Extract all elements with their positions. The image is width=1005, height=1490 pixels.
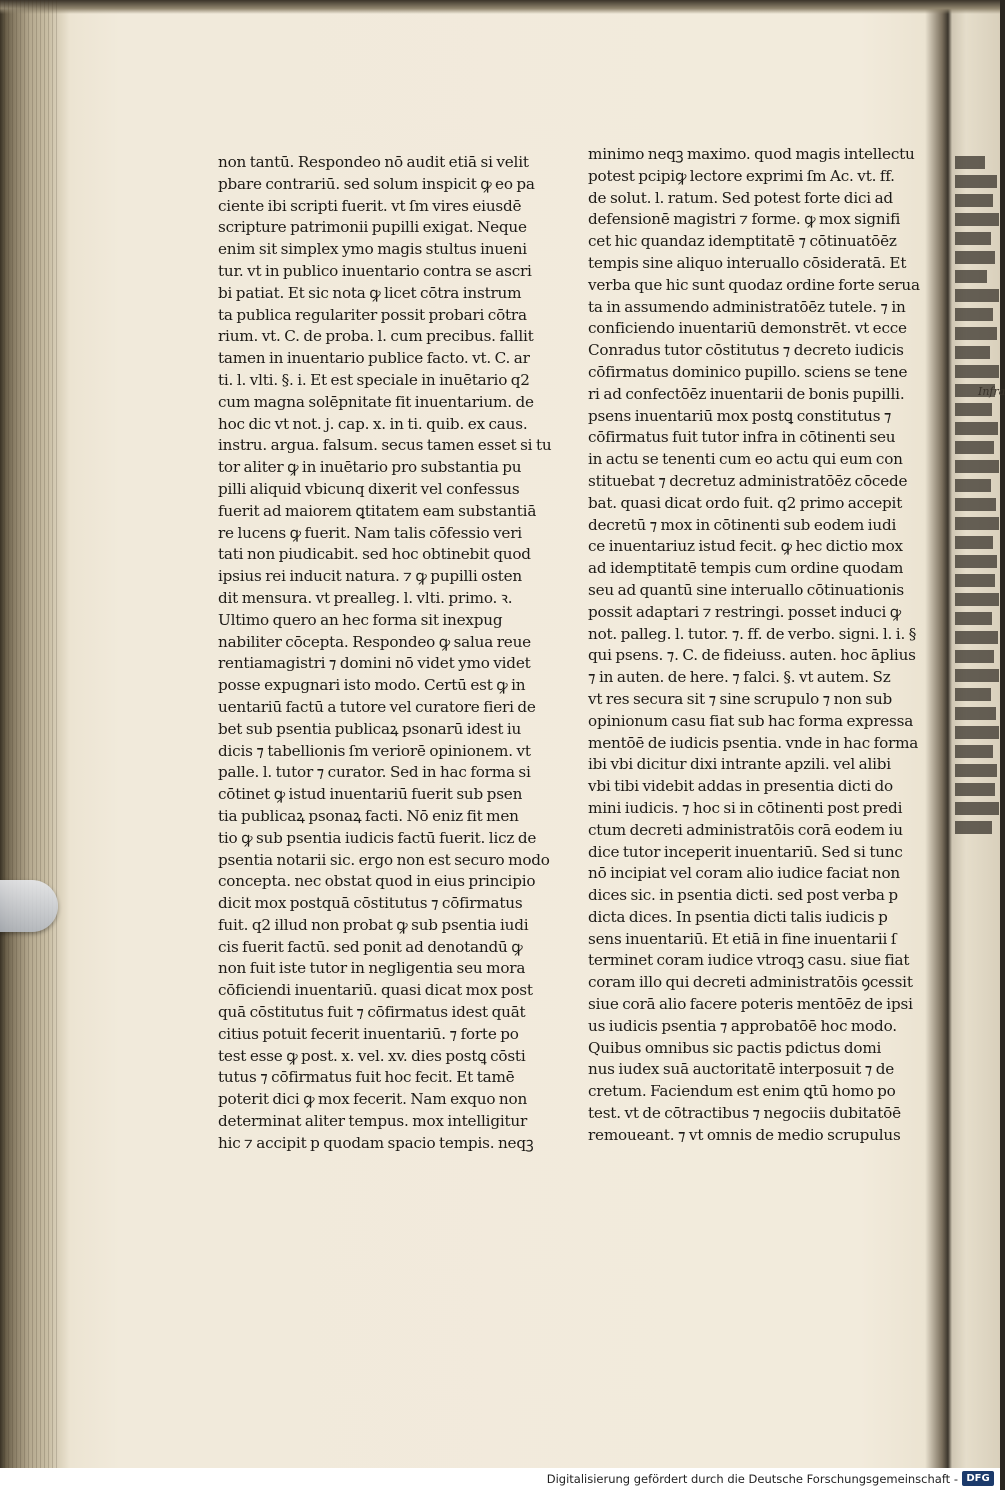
text-line: palle. l. tutor ⁊ curator. Sed in hac forma si xyxy=(218,763,531,782)
text-line: verba que hic sunt quodaz ordine forte serua xyxy=(588,275,920,294)
text-line: nō incipiat vel coram alio iudice faciat non xyxy=(588,864,900,883)
text-line: psentia notarii sic. ergo non est securo modo xyxy=(218,850,550,869)
text-line: dice tutor inceperit inuentariū. Sed si tunc xyxy=(588,842,903,861)
text-line: vbi tibi videbit addas in presentia dicti do xyxy=(588,777,893,796)
footer-bar xyxy=(0,1468,1000,1490)
text-line: hoc dic vt not. j. cap. x. in ti. quib. ex caus. xyxy=(218,414,528,433)
text-line: Conradus tutor cōstitutus ⁊ decreto iudicis xyxy=(588,341,904,360)
text-line: non tantū. Respondeo nō audit etiā si velit xyxy=(218,153,529,171)
text-line: cōfirmatus dominico pupillo. sciens se tene xyxy=(588,362,908,381)
text-line: mentōē de iudicis psentia. vnde in hac forma xyxy=(588,733,919,752)
text-line: fuerit ad maiorem ꝗtitatem eam substantiā xyxy=(218,501,537,520)
text-line: poterit dici ꝙ mox fecerit. Nam exquo non xyxy=(218,1090,528,1109)
text-line: ti. l. vlti. §. i. Et est speciale in inuētario q2 xyxy=(218,370,530,389)
text-line: de solut. l. ratum. Sed potest forte dici ad xyxy=(588,188,893,207)
text-line: ce inuentariuz istud fecit. ꝙ hec dictio mox xyxy=(588,537,903,556)
text-line: posse expugnari isto modo. Certū est ꝙ in xyxy=(218,676,526,695)
text-line: cōtinet ꝙ istud inuentariū fuerit sub psen xyxy=(218,785,523,804)
text-line: remoueant. ⁊ vt omnis de medio scrupulus xyxy=(588,1125,901,1144)
text-line: dices sic. in psentia dicti. sed post verba p xyxy=(588,886,898,905)
text-line: psens inuentariū mox postꝗ constitutus ⁊ xyxy=(588,406,892,425)
text-line: determinat aliter tempus. mox intelligitur xyxy=(218,1112,528,1131)
adjacent-page-edge xyxy=(955,150,1000,1200)
text-line: ibi vbi dicitur dixi intrante apzili. vel alibi xyxy=(588,755,891,774)
dfg-logo-icon: DFG xyxy=(962,1471,994,1486)
text-line: cōfirmatus fuit tutor infra in cōtinenti seu xyxy=(588,428,896,447)
text-line: coram illo qui decreti administratōis ꝯcessit xyxy=(588,973,913,992)
text-line: minimo neqꝫ maximo. quod magis intellectu xyxy=(588,145,915,163)
text-line: enim sit simplex ymo magis stultus inueni xyxy=(218,240,527,259)
text-line: rium. vt. C. de proba. l. cum precibus. fallit xyxy=(218,327,534,346)
text-line: potest pcipiꝙ lectore exprimi ſm Ac. vt. ff. xyxy=(588,166,895,185)
text-line: rentiamagistri ⁊ domini nō videt ymo videt xyxy=(218,654,531,673)
text-line: possit adaptari ⁊ restringi. posset induci ꝙ xyxy=(588,602,902,621)
margin-note: Infra xyxy=(978,385,1005,398)
text-line: stituebat ⁊ decretuz administratōēz cōcede xyxy=(588,471,908,490)
text-line: nus iudex suā auctoritatē interposuit ⁊ de xyxy=(588,1060,895,1079)
text-line: bat. quasi dicat ordo fuit. q2 primo accepit xyxy=(588,493,903,512)
text-line: decretū ⁊ mox in cōtinenti sub eodem iudi xyxy=(588,515,897,534)
footer-credit: Digitalisierung gefördert durch die Deutsche Forschungsgemeinschaft - xyxy=(546,1472,958,1486)
text-line: siue corā alio facere poteris mentōēz de ipsi xyxy=(588,995,913,1014)
text-line: vt res secura sit ⁊ sine scrupulo ⁊ non sub xyxy=(588,689,893,708)
text-line: mini iudicis. ⁊ hoc si in cōtinenti post predi xyxy=(588,798,903,817)
text-line: sens inuentariū. Et etiā in fine inuentarii ſ xyxy=(588,929,897,948)
text-line: tutus ⁊ cōfirmatus fuit hoc fecit. Et tamē xyxy=(218,1068,515,1087)
text-line: re lucens ꝙ fuerit. Nam talis cōfessio veri xyxy=(218,523,522,542)
page-edges xyxy=(0,0,60,1468)
text-line: ipsius rei inducit natura. ⁊ ꝙ pupilli osten xyxy=(218,567,522,586)
text-line: Ultimo quero an hec forma sit inexpug xyxy=(218,610,503,629)
text-line: ta in assumendo administratōēz tutele. ⁊ in xyxy=(588,297,906,316)
text-line: dicta dices. In psentia dicti talis iudicis p xyxy=(588,907,888,926)
text-line: concepta. nec obstat quod in eius principio xyxy=(218,872,536,891)
text-line: bi patiat. Et sic nota ꝙ licet cōtra instrum xyxy=(218,283,522,302)
text-line: tempis sine aliquo interuallo cōsideratā. Et xyxy=(588,253,907,272)
text-line: tor aliter ꝙ in inuētario pro substantia pu xyxy=(218,458,522,477)
text-line: opinionum casu fiat sub hac forma expressa xyxy=(588,711,914,730)
text-line: ad idemptitatē tempis cum ordine quodam xyxy=(588,559,904,578)
text-line: ta publica regulariter possit probari cōtra xyxy=(218,305,527,324)
text-line: cretum. Faciendum est enim ꝗtū homo po xyxy=(588,1082,896,1101)
text-line: Quibus omnibus sic pactis pdictus domi xyxy=(588,1038,882,1057)
text-line: cis fuerit factū. sed ponit ad denotandū ꝙ xyxy=(218,937,523,956)
text-line: test. vt de cōtractibus ⁊ negociis dubitatōē xyxy=(588,1104,901,1123)
text-line: instru. argua. falsum. secus tamen esset si tu xyxy=(218,436,552,455)
text-line: qui psens. ⁊. C. de fideiuss. auten. hoc āplius xyxy=(588,646,916,665)
text-line: tio ꝙ sub psentia iudicis factū fuerit. licz de xyxy=(218,828,537,847)
text-line: tur. vt in publico inuentario contra se ascri xyxy=(218,261,532,280)
text-line: nabiliter cōcepta. Respondeo ꝙ salua reue xyxy=(218,632,531,651)
text-line: hic ⁊ accipit p quodam spacio tempis. neqꝫ xyxy=(218,1133,534,1152)
text-line: cum magna solēpnitate fit inuentarium. de xyxy=(218,392,534,411)
text-line: cōficiendi inuentariū. quasi dicat mox post xyxy=(218,981,533,1000)
text-line: quā cōstitutus fuit ⁊ cōfirmatus idest quāt xyxy=(218,1003,526,1022)
text-line: tati non piudicabit. sed hoc obtinebit quod xyxy=(218,545,531,564)
text-line: tamen in inuentario publice facto. vt. C. ar xyxy=(218,349,530,368)
page-clip xyxy=(0,880,58,932)
text-line: pilli aliquid vbicunq dixerit vel confessus xyxy=(218,479,520,498)
text-line: defensionē magistri ⁊ forme. ꝙ mox signifi xyxy=(588,210,901,229)
text-line: bet sub psentia publicaꝝ psonarū idest iu xyxy=(218,719,522,738)
text-line: dicis ⁊ tabellionis ſm veriorē opinionem. vt xyxy=(218,741,531,760)
text-line: ri ad confectōēz inuentarii de bonis pupilli. xyxy=(588,384,905,403)
text-line: ctum decreti administratōis corā eodem iu xyxy=(588,820,903,839)
top-shadow xyxy=(0,0,1000,14)
text-line: terminet coram iudice vtroqꝫ casu. siue fiat xyxy=(588,951,910,970)
text-line: citius potuit fecerit inuentariū. ⁊ forte po xyxy=(218,1024,519,1043)
text-line: in actu se tenenti cum eo actu qui eum con xyxy=(588,450,903,469)
text-line: conficiendo inuentariū demonstrēt. vt ecce xyxy=(588,319,907,338)
text-line: dit mensura. vt prealleg. l. vlti. primo. ꝛ. xyxy=(218,588,513,607)
text-column-right xyxy=(588,144,920,1147)
text-line: not. palleg. l. tutor. ⁊. ff. de verbo. signi. l. i. § xyxy=(588,624,917,643)
text-line: scripture patrimonii pupilli exigat. Neque xyxy=(218,218,527,237)
text-line: test esse ꝙ post. x. vel. xv. dies postꝗ cōsti xyxy=(218,1046,526,1065)
text-line: tia publicaꝝ psonaꝝ facti. Nō eniz fit men xyxy=(218,806,519,825)
text-line: ciente ibi scripti fuerit. vt ſm vires eiusdē xyxy=(218,196,522,215)
text-line: uentariū factū a tutore vel curatore fieri de xyxy=(218,697,536,716)
text-line: dicit mox postquā cōstitutus ⁊ cōfirmatus xyxy=(218,894,523,913)
text-line: us iudicis psentia ⁊ approbatōē hoc modo. xyxy=(588,1016,897,1035)
text-line: cet hic quandaz idemptitatē ⁊ cōtinuatōēz xyxy=(588,232,897,251)
text-line: seu ad quantū sine interuallo cōtinuationis xyxy=(588,580,904,599)
text-line: non fuit iste tutor in negligentia seu mora xyxy=(218,959,526,978)
text-line: ⁊ in auten. de here. ⁊ falci. §. vt autem. Sz xyxy=(588,668,891,687)
text-line: fuit. q2 illud non probat ꝙ sub psentia iudi xyxy=(218,915,529,934)
text-column-left xyxy=(218,152,552,1155)
text-line: pbare contrariū. sed solum inspicit ꝙ eo pa xyxy=(218,174,535,193)
